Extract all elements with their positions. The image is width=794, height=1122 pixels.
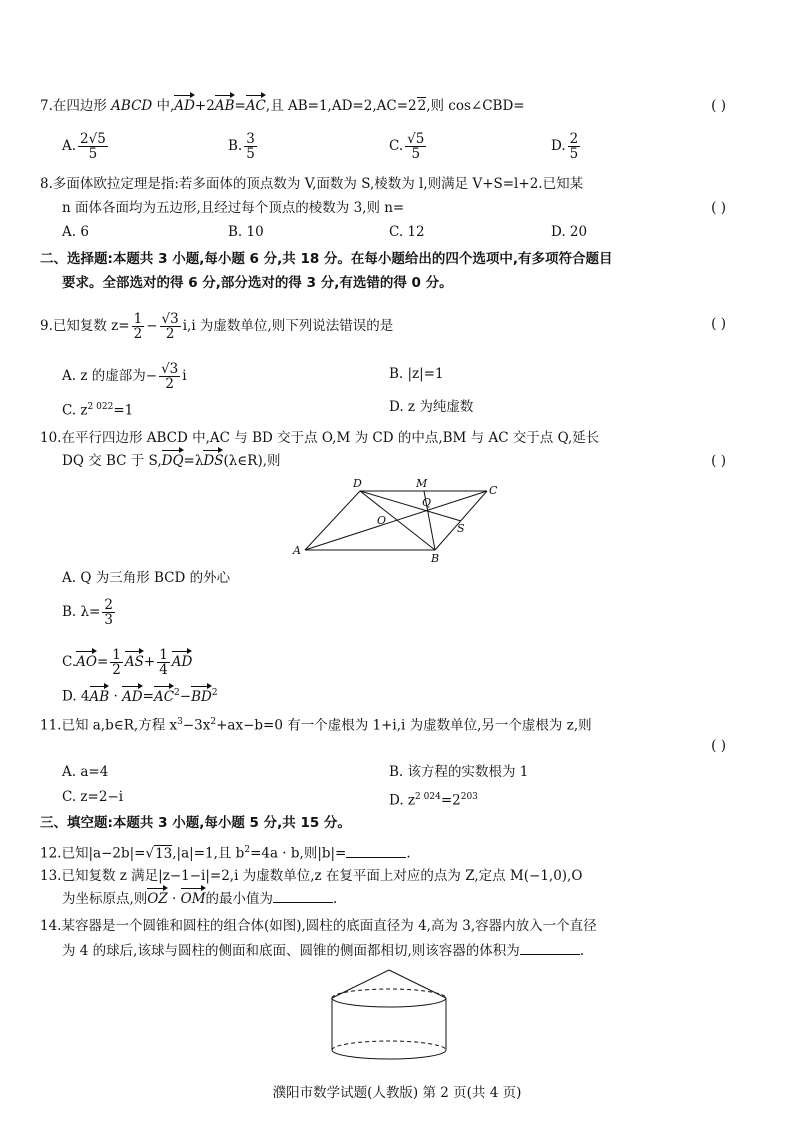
fig-label-a: A <box>293 544 301 557</box>
q7-option-b: B. $\frac{3}{5}$ <box>228 131 255 162</box>
q11-option-b: B. 该方程的实数根为 1 <box>389 764 529 780</box>
question-13-line-2: 为坐标原点,则OZ · OM的最小值为 . <box>62 891 338 907</box>
fig-label-o: O <box>377 514 387 527</box>
q7-option-d: D. $\frac{2}{5}$ <box>551 131 579 162</box>
fig-label-c: C <box>489 484 498 497</box>
q7-option-a: A. $\frac{2√5}{5}$ <box>62 131 106 162</box>
question-12: 12.已知|a−2b|=√13,|a|=1,且 $b^2=4a \cdot b$,则|b|= . <box>40 845 411 862</box>
answer-blank-12[interactable] <box>346 845 406 858</box>
q11-option-c: C. z=2−i <box>62 789 124 805</box>
question-8-line-2: n 面体各面均为五边形,且经过每个顶点的棱数为 3,则 n= <box>62 200 405 216</box>
q11-option-d: D. $z^{2 024}=2^{203}$ <box>389 792 478 809</box>
q10-option-c: C.AO= $\frac{1}{2}$ AS+ $\frac{1}{4}$ AD <box>62 647 193 678</box>
q9-option-a: A. z 的虚部为− $\frac{√3}{2}$ i <box>62 361 187 392</box>
question-10-line-2: DQ 交 BC 于 S,DQ=λDS(λ∈R),则 <box>62 453 281 469</box>
fig-label-b: B <box>431 552 440 564</box>
vector-ad: AD <box>174 98 195 114</box>
q8-option-a: A. 6 <box>62 224 89 240</box>
fig-label-s: S <box>457 522 465 535</box>
question-7-stem: 7.在四边形 ABCD 中,AD+2AB=AC,且 AB=1,AD=2,AC=22,则 cos∠CBD= <box>40 98 525 114</box>
q8-option-b: B. 10 <box>228 224 264 240</box>
question-8-line-1: 8.多面体欧拉定理是指:若多面体的顶点数为 V,面数为 S,棱数为 l,则满足 V+S=l+2.已知某 <box>40 176 584 192</box>
fig-label-d: D <box>353 477 362 490</box>
question-9-stem: 9.已知复数 z= $\frac{1}{2}$ − $\frac{√3}{2}$ i,i 为虚数单位,则下列说法错误的是 <box>40 311 394 342</box>
cone-cylinder-figure <box>326 966 452 1072</box>
fig-label-q: Q <box>422 496 432 509</box>
answer-paren-8: ( ) <box>711 200 726 216</box>
section-2-heading-line-1: 二、选择题:本题共 3 小题,每小题 6 分,共 18 分。在每小题给出的四个选项中,有多项符合题目 <box>40 251 613 267</box>
q10-option-b: B. λ= $\frac{2}{3}$ <box>62 597 113 628</box>
question-14-line-1: 14.某容器是一个圆锥和圆柱的组合体(如图),圆柱的底面直径为 4,高为 3,容器内放入一个直径 <box>40 918 597 934</box>
answer-paren-9: ( ) <box>711 316 726 332</box>
answer-paren-10: ( ) <box>711 453 726 469</box>
q7-option-c: C. $\frac{√5}{5}$ <box>389 131 425 162</box>
q10-option-a: A. Q 为三角形 BCD 的外心 <box>62 570 231 586</box>
question-14-line-2: 为 4 的球后,该球与圆柱的侧面和底面、圆锥的侧面都相切,则该容器的体积为 . <box>62 943 585 959</box>
fig-label-m: M <box>416 477 428 490</box>
q8-option-d: D. 20 <box>551 224 588 240</box>
q10-option-d: D. $4AB \cdot AD=AC^2-BD^2$ <box>62 688 218 705</box>
q9-option-c: C. $z^{2 022}=1$ <box>62 402 134 419</box>
question-10-line-1: 10.在平行四边形 ABCD 中,AC 与 BD 交于点 O,M 为 CD 的中点,BM 与 AC 交于点 Q,延长 <box>40 430 600 446</box>
parallelogram-figure <box>285 474 505 564</box>
answer-paren-11: ( ) <box>711 738 726 754</box>
vector-ab: AB <box>214 98 235 114</box>
question-13-line-1: 13.已知复数 z 满足|z−1−i|=2,i 为虚数单位,z 在复平面上对应的点为 Z,定点 M(−1,0),O <box>40 868 583 884</box>
q11-option-a: A. a=4 <box>62 764 109 780</box>
answer-blank-13[interactable] <box>273 890 333 903</box>
vector-ac: AC <box>245 98 266 114</box>
q9-option-b: B. |z|=1 <box>389 366 444 382</box>
section-3-heading: 三、填空题:本题共 3 小题,每小题 5 分,共 15 分。 <box>40 815 351 831</box>
q8-option-c: C. 12 <box>389 224 425 240</box>
answer-blank-14[interactable] <box>520 942 580 955</box>
answer-paren-7: ( ) <box>711 98 726 114</box>
section-2-heading-line-2: 要求。全部选对的得 6 分,部分选对的得 3 分,有选错的得 0 分。 <box>62 275 453 291</box>
page-footer: 濮阳市数学试题(人教版) 第 2 页(共 4 页) <box>272 1085 522 1101</box>
question-11-stem: 11.已知 a,b∈R,方程 $x^3-3x^2+ax-b=0$ 有一个虚根为 1+i,i 为虚数单位,另一个虚根为 z,则 <box>40 717 592 734</box>
q9-option-d: D. z 为纯虚数 <box>389 399 474 415</box>
